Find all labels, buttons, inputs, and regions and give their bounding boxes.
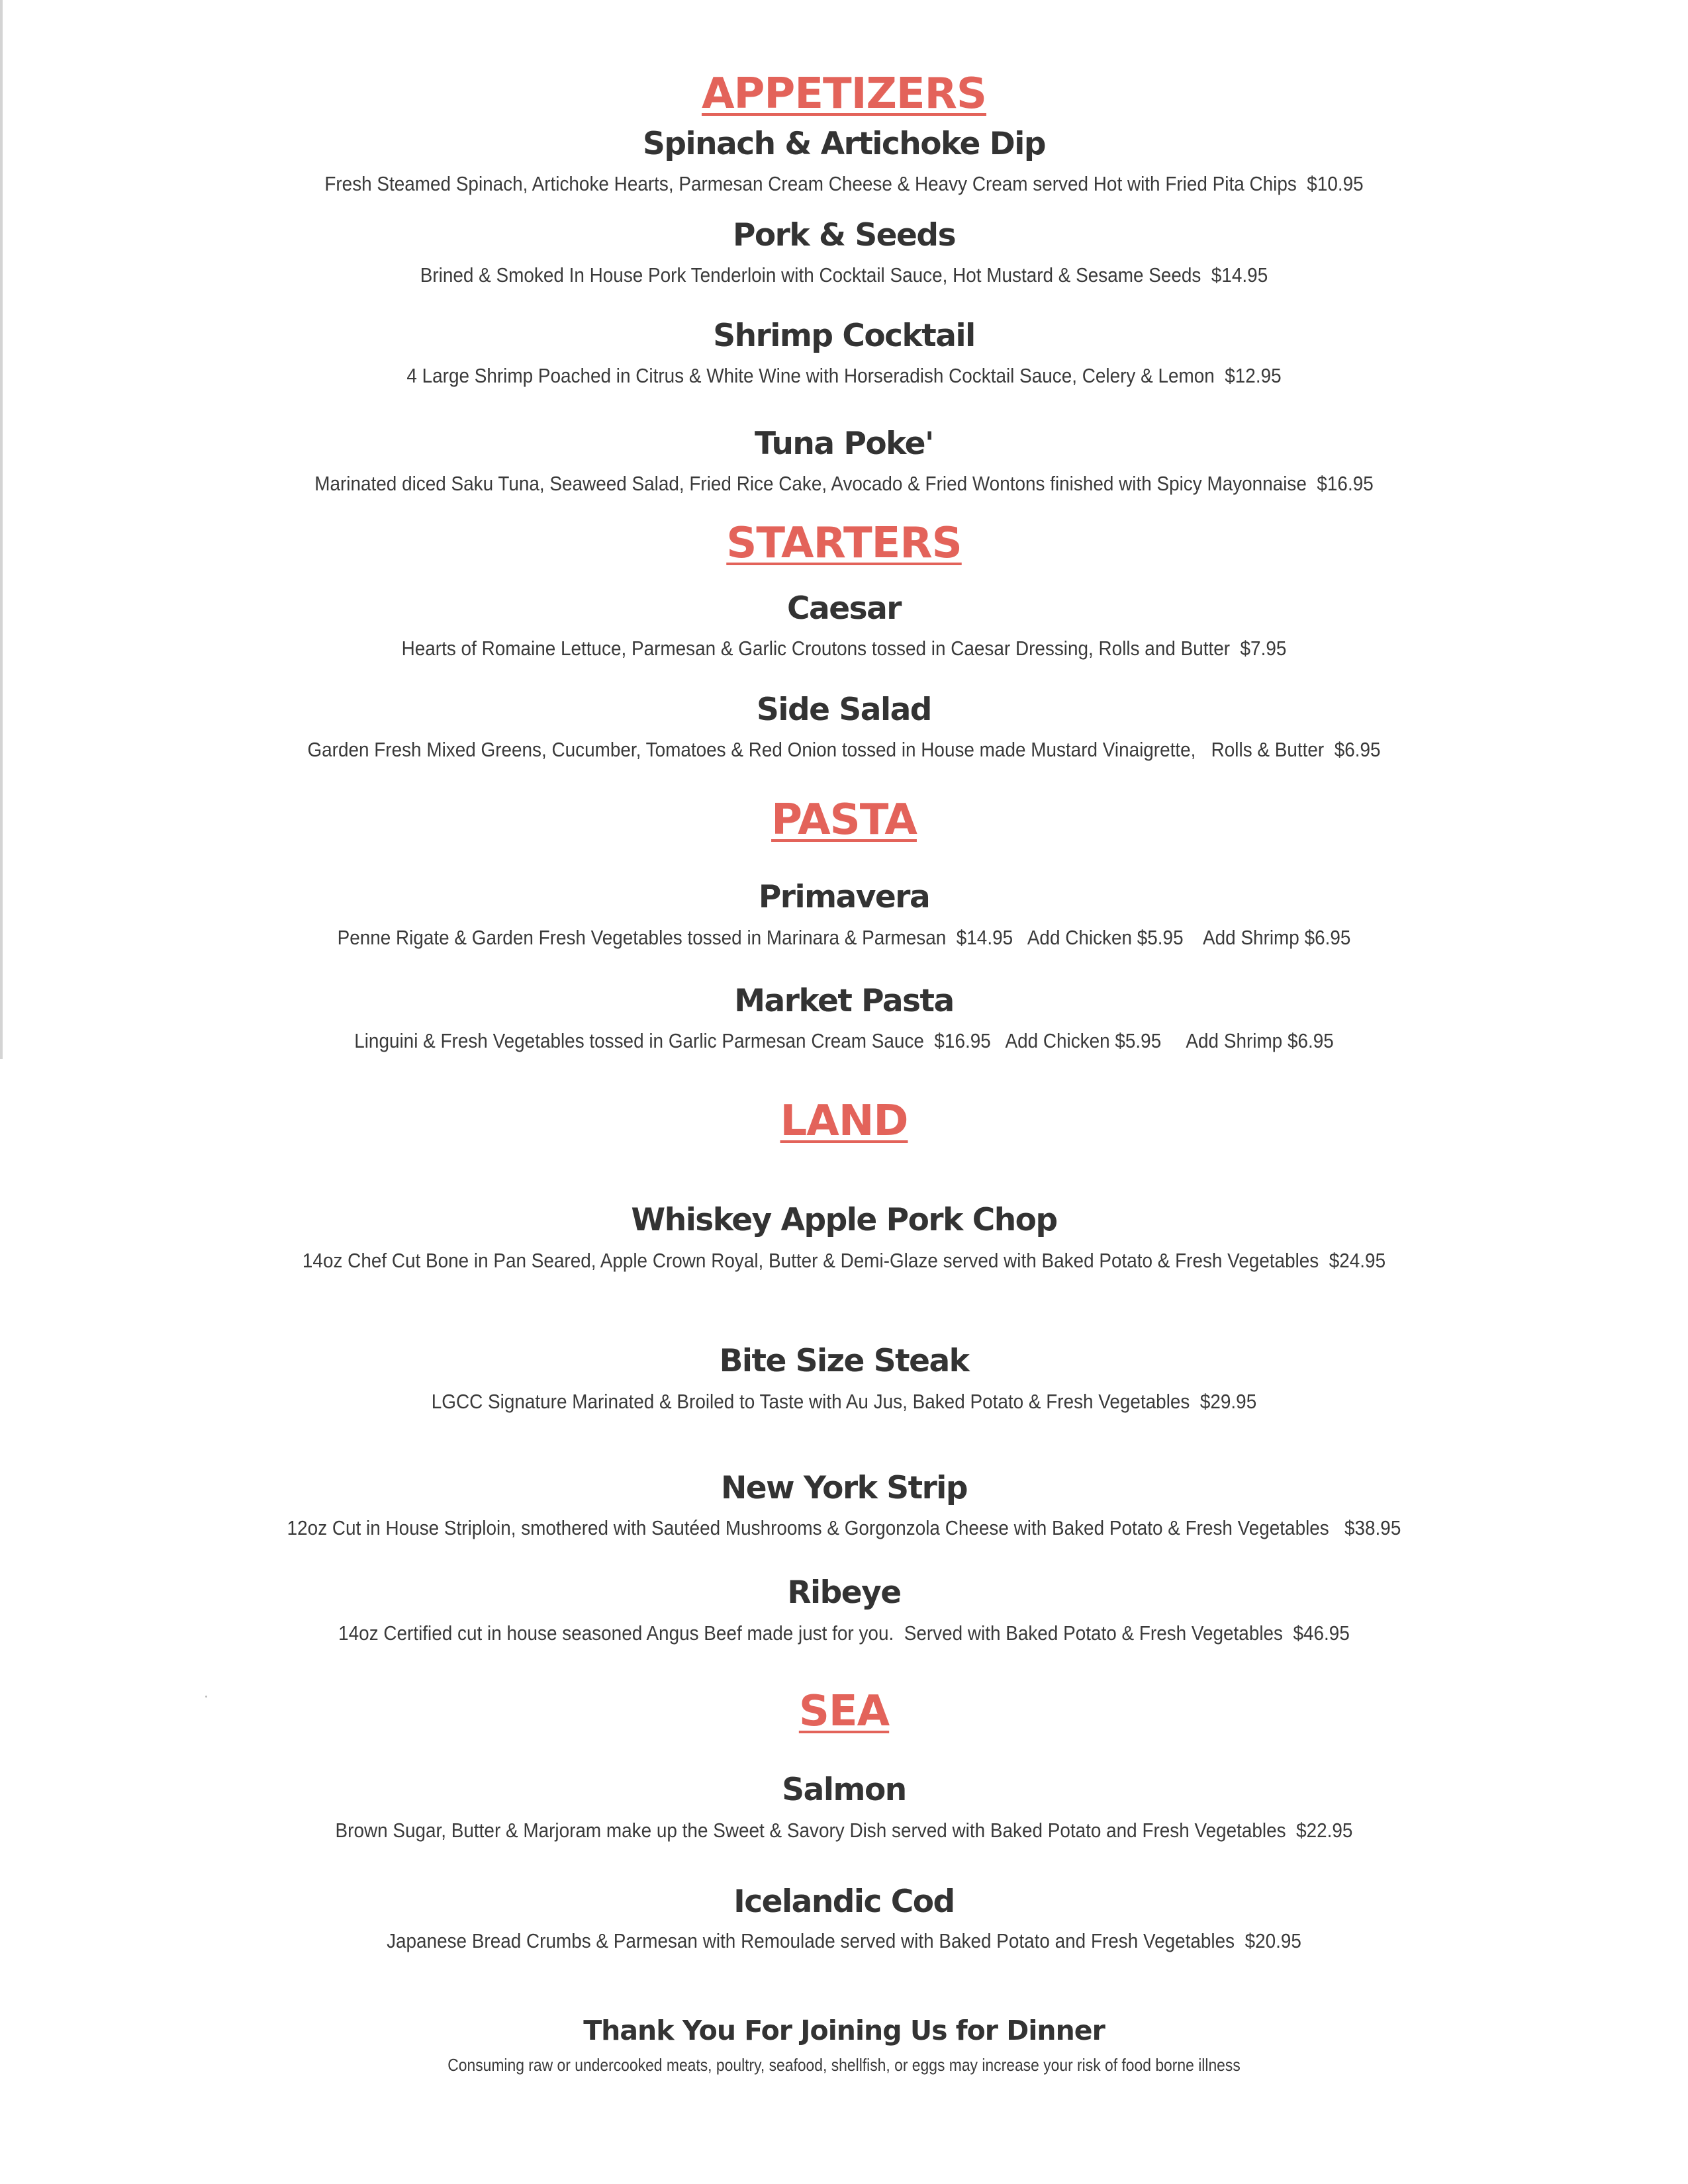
dish-name: Bite Size Steak — [719, 1343, 969, 1379]
dish-description: Hearts of Romaine Lettuce, Parmesan & Garlic Croutons tossed in Caesar Dressing, Rolls and Butter $7.95 — [401, 637, 1287, 660]
dish-description: 4 Large Shrimp Poached in Citrus & White Wine with Horseradish Cocktail Sauce, Celery & Lemon $12.95 — [406, 364, 1282, 387]
thank-you-message: Thank You For Joining Us for Dinner — [583, 2015, 1105, 2046]
dish-description: Japanese Bread Crumbs & Parmesan with Remoulade served with Baked Potato and Fresh Vegetables $20.95 — [387, 1929, 1301, 1952]
dish-name: Shrimp Cocktail — [713, 318, 975, 354]
dish-name: Tuna Poke' — [755, 426, 933, 462]
dish-description: 12oz Cut in House Striploin, smothered with Sautéed Mushrooms & Gorgonzola Cheese with Baked Potato & Fresh Vegetables $38.95 — [287, 1516, 1401, 1539]
dish-description: Brown Sugar, Butter & Marjoram make up the Sweet & Savory Dish served with Baked Potato and Fresh Vegetables $22.95 — [335, 1819, 1353, 1842]
dish-name: Side Salad — [757, 692, 931, 728]
dish-description: Penne Rigate & Garden Fresh Vegetables tossed in Marinara & Parmesan $14.95 Add Chicken $5.95 Add Shrimp $6.95 — [337, 926, 1351, 949]
dish-description: LGCC Signature Marinated & Broiled to Taste with Au Jus, Baked Potato & Fresh Vegetables $29.95 — [431, 1390, 1257, 1413]
section-heading-sea: SEA — [798, 1687, 890, 1736]
dish-description: 14oz Certified cut in house seasoned Angus Beef made just for you. Served with Baked Potato & Fresh Vegetables $46.95 — [338, 1621, 1350, 1645]
food-safety-warning: Consuming raw or undercooked meats, poultry, seafood, shellfish, or eggs may increase your risk of food borne illness — [447, 2055, 1241, 2075]
dish-description: Garden Fresh Mixed Greens, Cucumber, Tomatoes & Red Onion tossed in House made Mustard Vinaigrette, Rolls & Butter $6.95 — [307, 738, 1381, 761]
dish-name: Icelandic Cod — [733, 1884, 955, 1920]
dish-name: Spinach & Artichoke Dip — [642, 126, 1046, 162]
dish-description: Linguini & Fresh Vegetables tossed in Garlic Parmesan Cream Sauce $16.95 Add Chicken $5.95 Add Shrimp $6.95 — [354, 1029, 1334, 1052]
section-heading-appetizers: APPETIZERS — [701, 69, 987, 118]
dish-name: Ribeye — [787, 1574, 901, 1611]
dish-description: 14oz Chef Cut Bone in Pan Seared, Apple Crown Royal, Butter & Demi-Glaze served with Baked Potato & Fresh Vegetables $24.95 — [302, 1249, 1386, 1272]
dish-name: Caesar — [787, 590, 901, 627]
dish-description: Marinated diced Saku Tuna, Seaweed Salad, Fried Rice Cake, Avocado & Fried Wontons finished with Spicy Mayonnaise $16.95 — [314, 472, 1374, 495]
section-heading-land: LAND — [780, 1097, 908, 1146]
dish-name: Pork & Seeds — [732, 217, 956, 253]
dish-name: Market Pasta — [734, 983, 954, 1019]
dish-name: Primavera — [758, 879, 930, 915]
section-heading-pasta: PASTA — [771, 796, 917, 844]
dish-description: Brined & Smoked In House Pork Tenderloin with Cocktail Sauce, Hot Mustard & Sesame Seeds $14.95 — [420, 263, 1268, 287]
dish-name: New York Strip — [720, 1470, 968, 1506]
dish-name: Whiskey Apple Pork Chop — [631, 1202, 1057, 1238]
section-heading-starters: STARTERS — [726, 519, 962, 568]
dish-description: Fresh Steamed Spinach, Artichoke Hearts, Parmesan Cream Cheese & Heavy Cream served Hot with Fried Pita Chips $10.95 — [324, 172, 1364, 195]
dish-name: Salmon — [782, 1772, 906, 1808]
